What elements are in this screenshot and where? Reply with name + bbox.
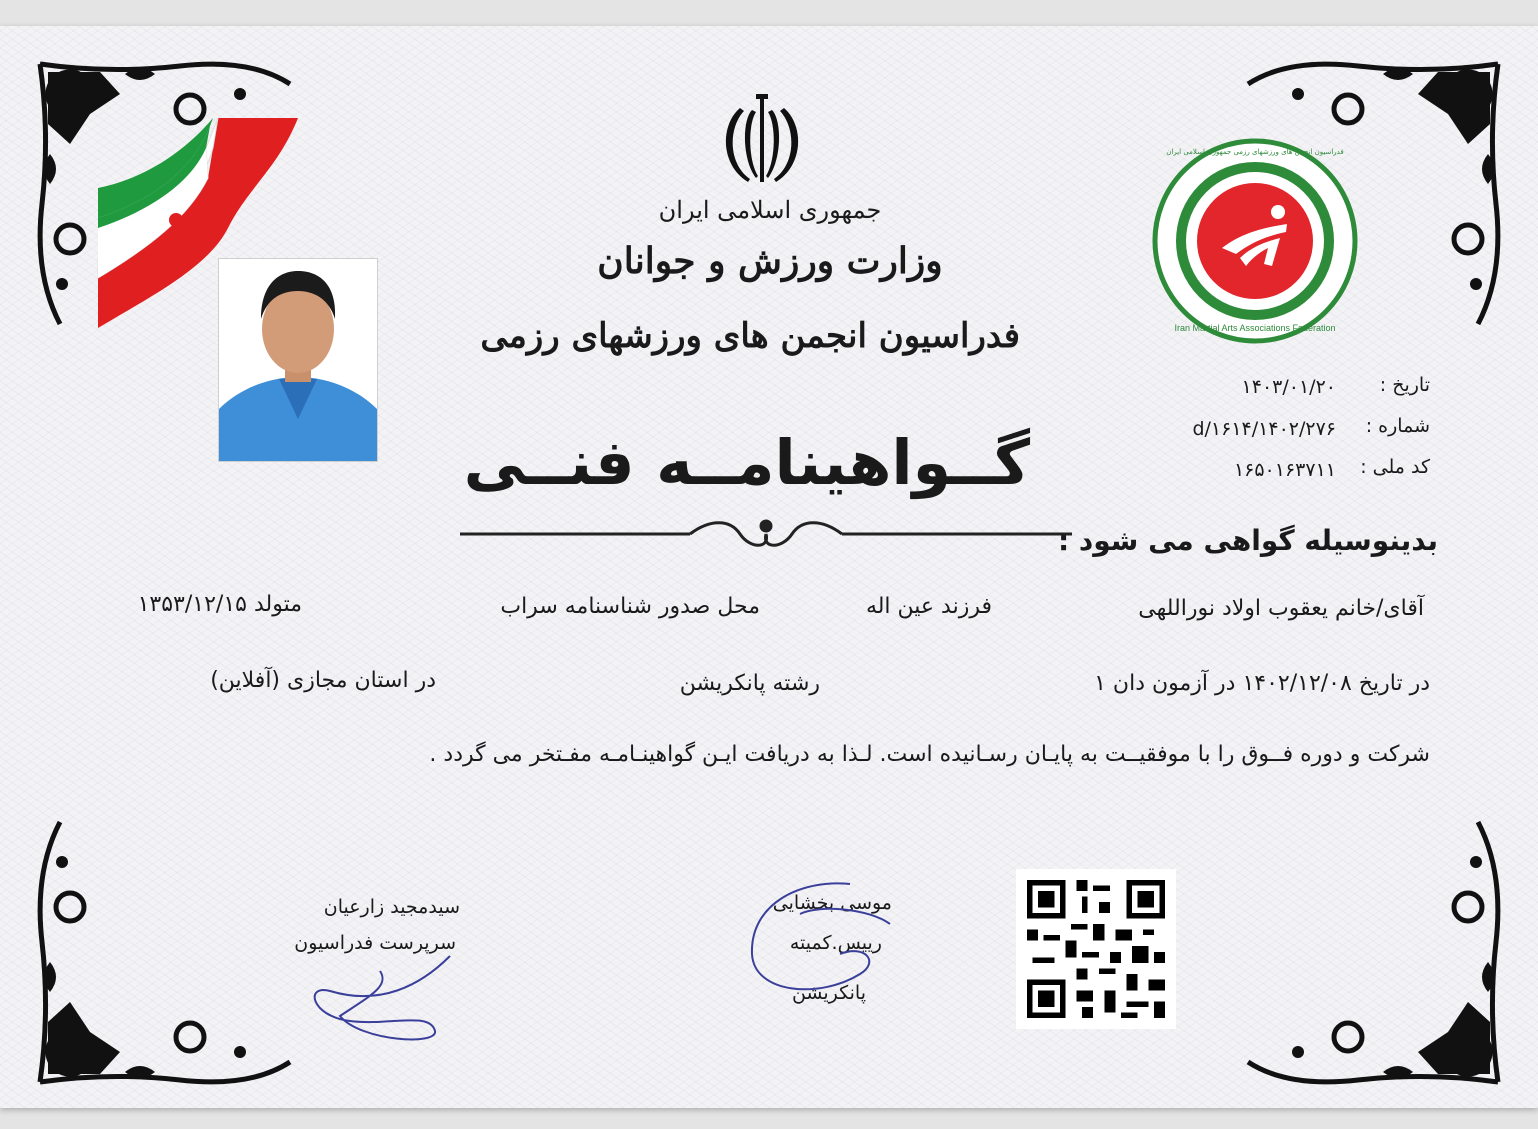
iran-emblem-icon (712, 90, 812, 190)
qr-code[interactable] (1016, 869, 1176, 1029)
signer-middle-field: پانکریشن (791, 982, 866, 1004)
date-label: تاریخ : (1379, 374, 1430, 396)
federation-name: فدراسیون انجمن های ورزشهای رزمی (480, 316, 1020, 356)
province-info: در استان مجازی (آفلاین) (210, 668, 436, 693)
national-code-label: کد ملی : (1360, 456, 1430, 478)
corner-ornament-bottom-left (30, 812, 300, 1092)
signer-middle-role: رییس.کمیته (789, 932, 882, 954)
holder-photo (218, 258, 378, 462)
national-code-value: ۱۶۵۰۱۶۳۷۱۱ (1233, 459, 1336, 481)
signer-middle-name: موسی بخشایی (772, 892, 892, 914)
issue-place: محل صدور شناسنامه سراب (500, 594, 760, 619)
field-name: رشته پانکریشن (679, 671, 820, 696)
signer-left-name: سیدمجید زارعیان (323, 896, 460, 918)
certificate-title: گــواهینامــه فنــی (463, 426, 1030, 499)
exam-info: در تاریخ ۱۴۰۲/۱۲/۰۸ در آزمون دان ۱ (1094, 671, 1430, 696)
closing-text: شرکت و دوره فــوق را با موفقیــت به پایـان رسـانیده است. لـذا به دریافت ایـن گواهینـامـه مفـتخر می گردد . (429, 742, 1430, 767)
signature-middle (740, 874, 910, 1004)
certificate (0, 26, 1538, 1108)
father-name: فرزند عین اله (865, 594, 992, 619)
logo-arc-text: فدراسیون انجمن های ورزشهای رزمی جمهوری اسلامی ایران (1166, 148, 1344, 156)
intro-text: بدینوسیله گواهی می شود : (1057, 524, 1438, 557)
date-value: ۱۴۰۳/۰۱/۲۰ (1241, 376, 1336, 398)
number-label: شماره : (1365, 415, 1430, 437)
holder-name: آقای/خانم یعقوب اولاد نوراللهی (1138, 596, 1424, 621)
person-avatar-icon (219, 259, 377, 461)
signature-left (300, 946, 470, 1046)
ornamental-divider (460, 514, 1072, 554)
number-value: ۱۴۰۲/۲۷۶/d/۱۶۱۴ (1192, 418, 1336, 440)
country-name: جمهوری اسلامی ایران (658, 196, 882, 224)
federation-logo (1152, 138, 1358, 344)
logo-english-text: Iran Martial Arts Associations Federation (1174, 323, 1336, 333)
signer-left-role: سرپرست فدراسیون (294, 932, 456, 954)
birth-date: متولد ۱۳۵۳/۱۲/۱۵ (137, 592, 302, 617)
ministry-name: وزارت ورزش و جوانان (597, 240, 943, 282)
corner-ornament-bottom-right (1238, 812, 1508, 1092)
